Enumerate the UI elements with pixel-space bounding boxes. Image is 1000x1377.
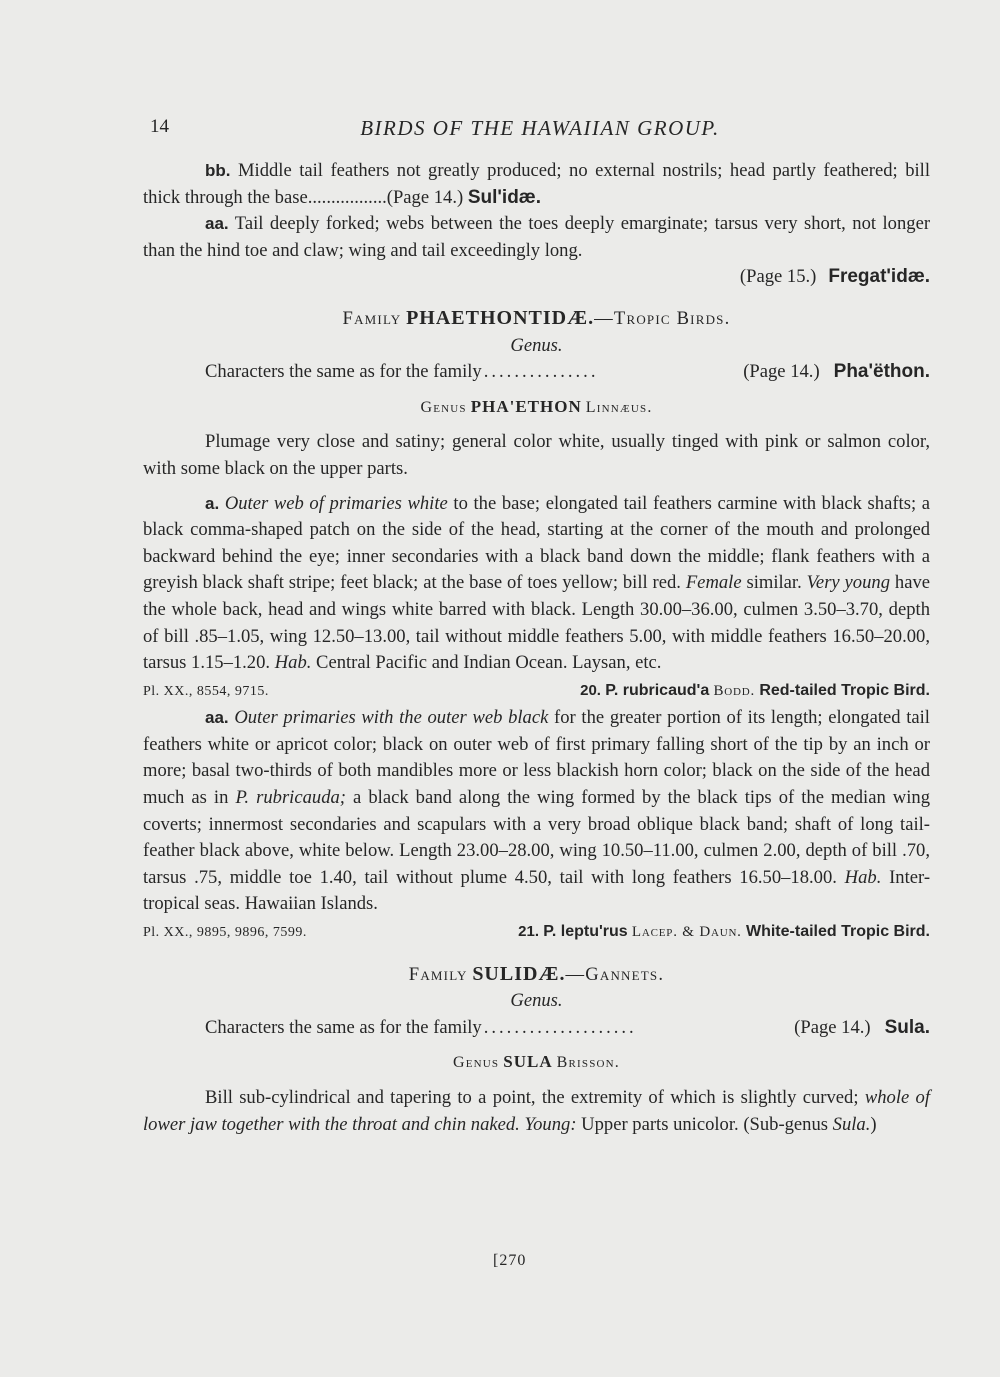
key-italic-lead: Outer primaries with the outer web black <box>234 707 549 729</box>
species-aa-description <box>143 705 930 918</box>
species-number: 20. <box>580 681 601 699</box>
plate-reference: Pl. XX., 8554, 9715. <box>143 683 269 699</box>
page-reference: (Page 14.) <box>386 186 464 208</box>
genus-label: Genus. <box>510 334 563 356</box>
family-name: PHAETHONTIDÆ. <box>406 306 595 329</box>
scientific-name: P. rubricaud'a <box>605 681 710 699</box>
key-marker: bb. <box>205 161 231 180</box>
closing-paren: ) <box>870 1113 877 1135</box>
genus-name: SULA <box>503 1052 553 1072</box>
key-text: Tail deeply forked; webs between the toes deeply emarginate; tarsus very short, not longer than the hind toe and claw; wing and tail exceedingly long. <box>143 213 931 261</box>
key-marker: aa. <box>205 708 229 728</box>
family-prefix: Family <box>342 307 402 329</box>
taxon-name: Fregat'idæ. <box>828 266 930 288</box>
habitat-text: Inter-tropical seas. Hawaiian Islands. <box>143 866 931 915</box>
common-name: White-tailed Tropic Bird. <box>745 923 930 941</box>
common-name: Red-tailed Tropic Bird. <box>759 681 930 699</box>
genus-sula-description <box>143 1085 930 1138</box>
genus-author: Brisson. <box>556 1054 621 1072</box>
key-bb-paragraph <box>143 158 930 211</box>
genus-description: Plumage very close and satiny; general color white, usually tinged with pink or salmon color, with some black on the upper parts. <box>143 431 930 479</box>
species-number: 21. <box>518 923 539 941</box>
description-italic: whole of lower jaw together with the throat and chin naked. <box>143 1087 931 1135</box>
scientific-name: P. leptu'rus <box>543 923 628 941</box>
family-heading <box>143 961 930 989</box>
taxon-name: Sul'idæ. <box>467 186 541 208</box>
habitat-label: Hab. <box>844 866 882 888</box>
family-characters-row <box>143 1015 930 1042</box>
family-common-name: —Gannets. <box>565 963 665 985</box>
family-common-name: —Tropic Birds. <box>594 307 731 329</box>
subgenus-name: Sula. <box>832 1113 871 1135</box>
key-marker: a. <box>205 493 220 513</box>
page-reference: (Page 14.) <box>743 361 820 383</box>
female-label: Female <box>685 572 742 594</box>
page-reference: (Page 15.) <box>739 266 817 288</box>
page-number: 14 <box>150 116 169 137</box>
description-text: Upper parts unicolor. (Sub-genus <box>581 1113 829 1135</box>
habitat-label: Hab. <box>274 652 312 674</box>
genus-name: PHA'ETHON <box>470 396 582 416</box>
characters-text: Characters the same as for the family <box>205 1016 482 1038</box>
family-name: SULIDÆ. <box>472 962 566 985</box>
species-author: Lacep. & Daun. <box>631 924 742 941</box>
description-text: to the base; elongated tail feathers carmine with black shafts; a black comma-shaped patch on the side of the head, starting at the corner of the mouth and prolonged backward behind the eye; inner secondaries with a black band down the middle; flank feathers with a greyish black shaft stripe; feet black; at the base of toes yellow; bill red. <box>143 492 930 594</box>
page-header <box>150 116 930 146</box>
species-reference: P. rubricauda; <box>235 787 346 809</box>
measurements-text: have the whole back, head and wings white barred with black. Length 30.00–36.00, culmen 3.50–3.70, depth of bill .85–1.05, wing 12.50–13.00, tail without middle feathers 5.00, with middle feathers 16.50–20.00, tarsus 1.15–1.20. <box>143 572 930 674</box>
species-a-title-row <box>143 677 930 706</box>
key-aa-paragraph <box>143 211 930 264</box>
key-text: Middle tail feathers not greatly produced; no external nostrils; head partly feathered; bill thick through the base <box>143 160 930 208</box>
running-title: BIRDS OF THE HAWAIIAN GROUP. <box>360 116 720 140</box>
family-characters-row <box>143 359 930 386</box>
description-text: for the greater portion of its length; elongated tail feathers white or apricot color; black on outer web of first primary falling short of the tip by an inch or more; basal two-thirds of both mandibles more or less blackish horn color; black on the side of the head much as in <box>143 707 930 809</box>
genus-heading <box>143 1049 930 1077</box>
species-aa-title-row <box>143 918 930 947</box>
leader-dots: .................... <box>483 1016 637 1038</box>
habitat-text: Central Pacific and Indian Ocean. Laysan, etc. <box>316 652 662 674</box>
taxon-name: Sula. <box>884 1016 930 1038</box>
description-text: Bill sub-cylindrical and tapering to a point, the extremity of which is slightly curved; <box>205 1087 859 1108</box>
young-label: Young: <box>524 1113 577 1135</box>
genus-heading <box>143 394 930 422</box>
leader-dots: ................. <box>307 186 387 208</box>
young-label: Very young <box>806 572 890 594</box>
page-body <box>143 158 930 1138</box>
signature-mark: [270 <box>493 1252 527 1269</box>
plate-reference: Pl. XX., 9895, 9896, 7599. <box>143 925 307 941</box>
genus-prefix: Genus <box>452 1054 500 1072</box>
page-reference: (Page 14.) <box>794 1016 871 1038</box>
genus-label: Genus. <box>510 990 563 1012</box>
key-italic-lead: Outer web of primaries white <box>224 492 448 514</box>
measurements-text: a black band along the wing formed by the black tips of the median wing coverts; innermost secondaries and scapulars with a very broad oblique black band; shaft of long tail-feather black above, white below. Length 23.00–28.00, wing 10.50–11.00, culmen 2.00, depth of bill .70, tarsus .75, middle toe 1.40, tail without plume 4.50, tail with long feathers 16.50–18.00. <box>143 787 930 888</box>
family-prefix: Family <box>408 963 468 985</box>
genus-prefix: Genus <box>420 398 467 416</box>
genus-author: Linnæus. <box>585 398 653 416</box>
key-marker: aa. <box>205 214 229 234</box>
species-author: Bodd. <box>713 682 756 699</box>
taxon-name: Pha'ëthon. <box>833 361 930 383</box>
key-aa-reference-row <box>143 264 930 291</box>
family-heading <box>143 305 930 333</box>
characters-text: Characters the same as for the family <box>205 361 482 383</box>
description-text: similar. <box>746 572 802 594</box>
species-a-description <box>143 491 930 677</box>
leader-dots: ............... <box>483 361 599 383</box>
